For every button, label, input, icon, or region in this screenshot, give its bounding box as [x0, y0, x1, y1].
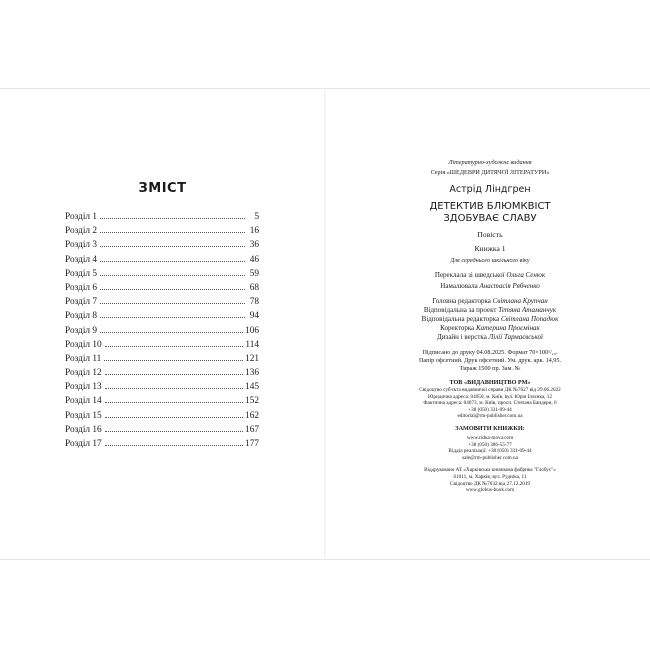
toc-entry-label: Розділ 4	[65, 254, 98, 265]
toc-entry	[65, 338, 259, 352]
proofreader-label: Коректорка	[440, 324, 475, 332]
toc-leader-dots	[100, 317, 245, 318]
author-name: Астрід Ліндгрен	[449, 184, 531, 195]
toc-entry-page: 46	[249, 254, 259, 265]
edition-type: Літературно-художнє видання	[448, 159, 532, 166]
toc-entry-page: 145	[245, 382, 259, 393]
toc-leader-dots	[105, 374, 243, 375]
chief-editor-label: Головна редакторка	[432, 297, 491, 305]
toc-entry	[65, 380, 259, 394]
toc-entry-label: Розділ 13	[65, 382, 102, 393]
audience: Для середнього шкільного віку	[450, 257, 530, 264]
toc-entry-page: 167	[245, 424, 259, 435]
toc-title: ЗМІСТ	[138, 181, 187, 196]
toc-entry	[65, 281, 259, 295]
toc-entry	[65, 295, 259, 309]
toc-entry	[65, 409, 259, 423]
designer-credit	[390, 333, 590, 342]
toc-entry-label: Розділ 15	[65, 410, 102, 421]
toc-leader-dots	[100, 232, 245, 233]
toc-entry-label: Розділ 8	[65, 311, 98, 322]
printer-line-3: Свідоцтво ДК №7032 від 27.12.2019	[449, 480, 531, 487]
chief-editor-name: Світлана Крупчан	[492, 297, 548, 305]
project-manager-name: Тетяна Атаманчук	[498, 306, 557, 314]
toc-entry-page: 59	[249, 268, 259, 279]
toc-entry-label: Розділ 17	[65, 439, 102, 449]
toc-entry-page: 16	[249, 226, 259, 237]
toc-leader-dots	[105, 402, 243, 403]
toc-entry	[65, 324, 259, 338]
designer-label: Дизайн і верстка	[437, 333, 487, 341]
toc-list	[65, 210, 259, 451]
toc-leader-dots	[105, 388, 243, 389]
toc-entry	[65, 394, 259, 408]
toc-entry-page: 5	[254, 212, 259, 222]
translator-credit	[390, 271, 590, 280]
series-line: Серія «ШЕДЕВРИ ДИТЯЧОЇ ЛІТЕРАТУРИ»	[430, 169, 550, 176]
toc-entry	[65, 238, 259, 252]
imprint-block	[390, 159, 590, 494]
publisher-line-4: +38 (050) 331-09-44	[468, 406, 512, 413]
publisher-line-2: Юридична адреса: 04050, м. Київ, вул. Юрія Іллєнка, 12	[428, 393, 552, 400]
toc-entry-label: Розділ 7	[65, 297, 98, 308]
toc-entry	[65, 267, 259, 281]
project-manager-label: Відповідальна за проект	[423, 306, 497, 314]
toc-entry-label: Розділ 3	[65, 240, 98, 251]
toc-leader-dots	[105, 431, 243, 432]
toc-leader-dots	[105, 445, 243, 446]
toc-entry-page: 114	[245, 339, 259, 350]
toc-entry-label: Розділ 5	[65, 268, 98, 279]
order-line-1: www.ridna-mova.com	[466, 434, 514, 441]
toc-entry-page: 106	[245, 325, 259, 336]
toc-entry-label: Розділ 2	[65, 226, 98, 237]
toc-entry	[65, 224, 259, 238]
translator-name: Ольга Сенюк	[506, 271, 546, 279]
printer-line-4: www.globus-book.com	[465, 487, 515, 494]
responsible-editor-name: Світлана Попадюк	[500, 315, 559, 323]
toc-entry	[65, 437, 259, 451]
toc-leader-dots	[105, 346, 244, 347]
toc-leader-dots	[104, 360, 243, 361]
illustrator-name: Анастасія Рябченко	[479, 282, 540, 290]
book-title-line-2: ЗДОБУВАЄ СЛАВУ	[443, 212, 537, 224]
print-info-line-1: Підписано до друку 04.08.2025. Формат 70×100¹/₁₆.	[422, 349, 558, 356]
volume: Книжка 1	[474, 243, 506, 253]
toc-entry-label: Розділ 6	[65, 282, 98, 293]
toc-entry-page: 152	[245, 396, 259, 407]
genre: Повість	[477, 230, 503, 239]
printer-line-2: 61011, м. Харків, вул. Рудніка, 11	[453, 473, 527, 480]
book-spread	[0, 88, 650, 560]
toc-leader-dots	[100, 303, 245, 304]
toc-page	[0, 89, 325, 559]
toc-entry-page: 136	[245, 368, 259, 379]
toc-entry-page: 68	[249, 282, 259, 293]
toc-leader-dots	[105, 417, 243, 418]
order-line-2: +38 (050) 386-55-77	[468, 441, 512, 448]
order-line-4: sale@rm-publisher.com.ua	[462, 454, 518, 461]
publisher-line-3: Фактична адреса: 04073, м. Київ, просп. Степана Бандери, 6	[423, 400, 557, 407]
toc-entry-label: Розділ 14	[65, 396, 102, 407]
toc-leader-dots	[100, 218, 245, 219]
publisher-name: ТОВ «ВИДАВНИЦТВО РМ»	[449, 379, 531, 386]
proofreader-credit	[390, 324, 590, 333]
toc-entry-page: 78	[249, 297, 259, 308]
toc-leader-dots	[100, 261, 245, 262]
printer-line-1: Віддруковано АТ «Харківська книжкова фабрика "Глобус"»	[424, 467, 556, 474]
toc-entry-label: Розділ 11	[65, 353, 102, 364]
proofreader-name: Катерина Проємінак	[476, 324, 540, 332]
toc-entry-page: 94	[249, 311, 259, 322]
chief-editor-credit	[390, 297, 590, 306]
toc-leader-dots	[100, 246, 245, 247]
designer-name: Лілії Тармаєвської	[488, 333, 543, 341]
toc-entry	[65, 253, 259, 267]
toc-entry-label: Розділ 12	[65, 368, 102, 379]
toc-entry-page: 121	[245, 353, 259, 364]
translator-label: Переклала зі шведської	[434, 271, 505, 279]
order-line-3: Відділ реалізації: +38 (050) 331-09-44	[448, 448, 532, 455]
book-title-line-1: ДЕТЕКТИВ БЛЮМКВІСТ	[429, 201, 551, 212]
toc-leader-dots	[100, 275, 245, 276]
publisher-line-1: Свідоцтво суб'єкта видавничої справи ДК №7627 від 29.06.2022	[419, 387, 561, 393]
responsible-editor-credit	[390, 315, 590, 324]
toc-entry	[65, 423, 259, 437]
toc-entry-page: 162	[245, 410, 259, 421]
illustrator-label: Намалювала	[440, 282, 478, 290]
toc-entry-label: Розділ 1	[65, 212, 98, 222]
toc-entry	[65, 210, 259, 224]
toc-entry-label: Розділ 9	[65, 325, 98, 336]
responsible-editor-label: Відповідальна редакторка	[421, 315, 500, 323]
publisher-line-5: editorial@rm-publisher.com.ua	[457, 413, 523, 420]
toc-entry	[65, 366, 259, 380]
toc-entry-label: Розділ 10	[65, 339, 102, 350]
toc-entry	[65, 352, 259, 366]
print-info-line-3: Тираж 1500 пр. Зам. №	[459, 365, 521, 372]
toc-leader-dots	[100, 289, 245, 290]
toc-entry-label: Розділ 16	[65, 424, 102, 435]
print-info-line-2: Папір офсетний. Друк офсетний. Ум. друк. арк. 14,95.	[418, 357, 562, 364]
toc-entry	[65, 309, 259, 323]
illustrator-credit	[390, 282, 590, 291]
toc-leader-dots	[100, 332, 243, 333]
project-manager-credit	[390, 306, 590, 315]
toc-entry-page: 177	[245, 439, 259, 449]
toc-entry-page: 36	[249, 240, 259, 251]
order-label: ЗАМОВИТИ КНИЖКИ:	[455, 424, 525, 432]
